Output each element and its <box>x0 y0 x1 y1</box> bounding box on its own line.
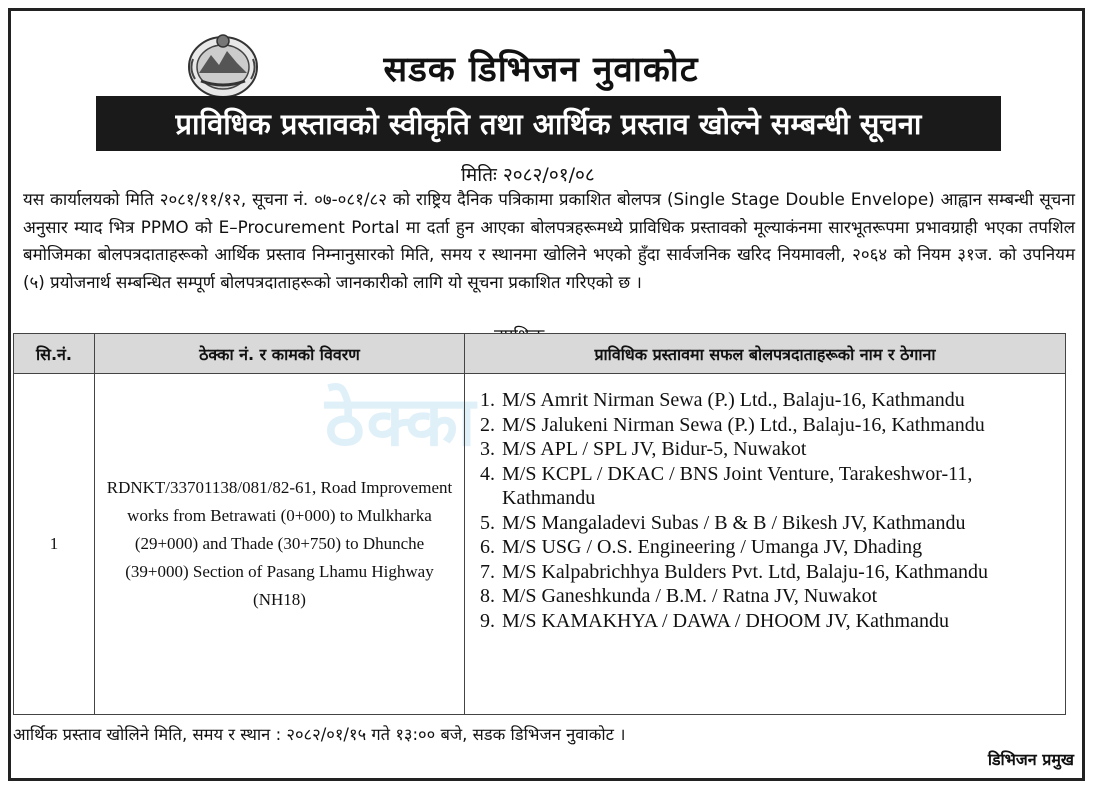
table-row <box>14 374 1066 715</box>
bidder-item: 8. M/S Ganeshkunda / B.M. / Ratna JV, Nuwakot <box>500 584 1064 609</box>
opening-info: आर्थिक प्रस्ताव खोलिने मिति, समय र स्थान : २०८२/०१/१५ गते १३:०० बजे, सडक डिभिजन नुवाकोट । <box>13 725 626 744</box>
contract-description: RDNKT/33701138/081/82-61, Road Improvement works from Betrawati (0+000) to Mulkharka (29+000) and Thade (30+750) to Dhunche (39+000) Section of Pasang Lhamu Highway (NH18) <box>95 374 465 715</box>
government-emblem-icon <box>183 29 263 101</box>
bidder-item: 1. M/S Amrit Nirman Sewa (P.) Ltd., Balaju-16, Kathmandu <box>500 388 1064 413</box>
row-serial-number: 1 <box>14 374 95 715</box>
bidder-item: 6. M/S USG / O.S. Engineering / Umanga JV, Dhading <box>500 535 1064 560</box>
bidder-item: 9. M/S KAMAKHYA / DAWA / DHOOM JV, Kathmandu <box>500 609 1064 634</box>
table-header-row <box>14 334 1066 374</box>
schedule-heading: तपशिलः <box>494 326 545 346</box>
watermark-logo: ठेक्का <box>325 383 478 462</box>
signatory: डिभिजन प्रमुख <box>987 750 1074 769</box>
bidders-list <box>466 388 1064 633</box>
bidder-item: 7. M/S Kalpabrichhya Bulders Pvt. Ltd, Balaju-16, Kathmandu <box>500 560 1064 585</box>
column-header-bidders: प्राविधिक प्रस्तावमा सफल बोलपत्रदाताहरूको नाम र ठेगाना <box>465 334 1066 374</box>
office-name: सडक डिभिजन नुवाकोट <box>383 50 699 90</box>
notice-body: यस कार्यालयको मिति २०८१/११/१२, सूचना नं. ०७-०८१/८२ को राष्ट्रिय दैनिक पत्रिकामा प्रकाशित बोलपत्र (Single Stage Double Envelope) आह्वान सम्बन्धी सूचना अनुसार म्याद भित्र PPMO को E–Procurement Portal मा दर्ता हुन आएका बोलपत्रहरूमध्ये प्राविधिक प्रस्तावको मूल्याकंनमा सारभूतरूपमा प्रभावग्राही भएका तपशिल बमोजिमका बोलपत्रदाताहरूको आर्थिक प्रस्ताव निम्नानुसारको मिति, समय र स्थानमा खोलिने भएको हुँदा सार्वजनिक खरिद नियमावली, २०६४ को नियम ३१ज. को उपनियम (५) प्रयोजनार्थ सम्बन्धित सम्पूर्ण बोलपत्रदाताहरूको जानकारीको लागि यो सूचना प्रकाशित गरिएको छ । <box>23 189 1075 292</box>
column-header-sn: सि.नं. <box>14 334 95 374</box>
bidders-table <box>13 333 1066 715</box>
bidder-item: 5. M/S Mangaladevi Subas / B & B / Bikesh JV, Kathmandu <box>500 511 1064 536</box>
notice-title: प्राविधिक प्रस्तावको स्वीकृति तथा आर्थिक प्रस्ताव खोल्ने सम्बन्धी सूचना <box>96 96 1001 151</box>
bidder-item: 4. M/S KCPL / DKAC / BNS Joint Venture, Tarakeshwor-11, Kathmandu <box>500 462 1064 511</box>
notice-date: मितिः २०८२/०१/०८ <box>461 164 595 186</box>
bidder-item: 3. M/S APL / SPL JV, Bidur-5, Nuwakot <box>500 437 1064 462</box>
column-header-description: ठेक्का नं. र कामको विवरण <box>95 334 465 374</box>
bidder-item: 2. M/S Jalukeni Nirman Sewa (P.) Ltd., Balaju-16, Kathmandu <box>500 413 1064 438</box>
bidders-cell <box>465 374 1066 715</box>
